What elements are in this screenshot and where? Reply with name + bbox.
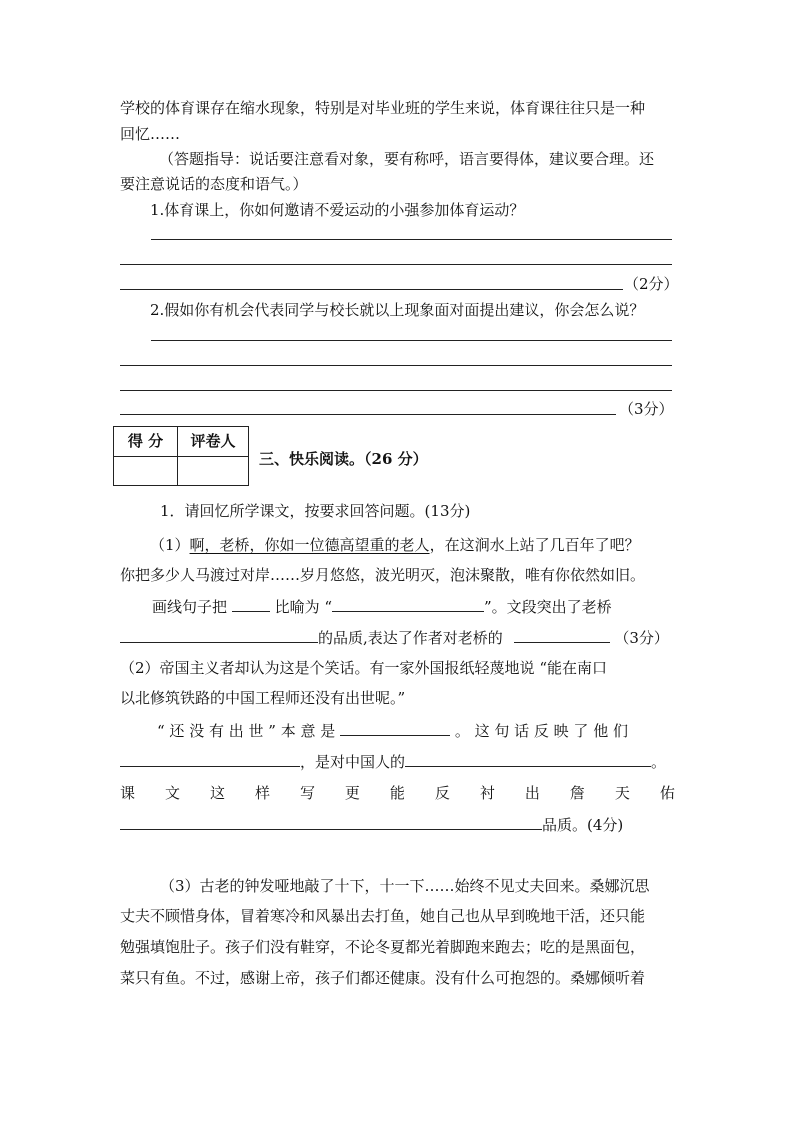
- question-text: 画线句子把: [152, 598, 228, 616]
- question-text: 。: [651, 753, 667, 771]
- table-divider: [114, 456, 248, 457]
- passage-1-question-cont: [120, 627, 669, 648]
- blank-field[interactable]: [120, 627, 318, 643]
- question-text: 品质。(4分): [542, 816, 624, 834]
- spread-char: 出: [524, 784, 540, 802]
- intro-line-2: 回忆……: [120, 125, 181, 143]
- question-2-text: 2.假如你有机会代表同学与校长就以上现象面对面提出建议，你会怎么说？: [150, 301, 645, 319]
- answer-line[interactable]: [120, 289, 623, 290]
- blank-field[interactable]: [120, 814, 542, 830]
- blank-field[interactable]: [340, 720, 450, 736]
- question-text: 。 这 句 话 反 映 了 他 们: [454, 722, 628, 740]
- question-text: 的品质,表达了作者对老桥的: [318, 629, 503, 647]
- answer-line[interactable]: [120, 365, 672, 366]
- intro-line-1: 学校的体育课存在缩水现象，特别是对毕业班的学生来说，体育课往往只是一种: [120, 99, 646, 117]
- question-1-score: （2分）: [624, 275, 679, 293]
- question-1-text: 1.体育课上，你如何邀请不爱运动的小强参加体育运动？: [150, 201, 525, 219]
- question-text: 比喻为 “: [274, 598, 333, 616]
- passage-1-rest: ，在这涧水上站了几百年了吧？: [429, 536, 640, 554]
- answer-line[interactable]: [120, 264, 672, 265]
- spread-char: 更: [344, 784, 360, 802]
- score-header: 得 分: [127, 432, 164, 450]
- passage-2-spread-line: [120, 783, 675, 803]
- question-text: ，是对中国人的: [300, 753, 406, 771]
- passage-2-question-cont: [120, 751, 666, 772]
- passage-3-line-3: 勉强填饱肚子。孩子们没有鞋穿，不论冬夏都光着脚跑来跑去；吃的是黑面包，: [120, 938, 646, 956]
- question-2-score: （3分）: [619, 400, 674, 418]
- passage-3-line-4: 菜只有鱼。不过，感谢上帝，孩子们都还健康。没有什么可抱怨的。桑娜倾听着: [120, 969, 646, 987]
- passage-2-question-end: [120, 814, 623, 835]
- spread-char: 反: [434, 784, 450, 802]
- spread-char: 文: [164, 784, 180, 802]
- passage-1-line-1: [150, 535, 640, 555]
- question-text: “ 还 没 有 出 世 ” 本 意 是: [157, 722, 336, 740]
- spread-char: 衬: [479, 784, 495, 802]
- passage-1-question: [152, 596, 612, 617]
- spread-char: 这: [209, 784, 225, 802]
- passage-2-question: [157, 720, 628, 741]
- spread-char: 写: [299, 784, 315, 802]
- answer-guide-line-1: （答题指导：说话要注意看对象，要有称呼，语言要得体，建议要合理。还: [159, 150, 655, 168]
- passage-3-line-1: （3）古老的钟发哑地敲了十下，十一下……始终不见丈夫回来。桑娜沉思: [160, 877, 650, 895]
- answer-line[interactable]: [120, 390, 672, 391]
- passage-1-line-2: 你把多少人马渡过对岸……岁月悠悠，波光明灭，泡沫聚散，唯有你依然如旧。: [120, 566, 646, 584]
- spread-char: 样: [254, 784, 270, 802]
- passage-1-prefix: （1）: [150, 536, 190, 554]
- spread-char: 课: [120, 784, 136, 802]
- blank-field[interactable]: [232, 596, 270, 612]
- passage-2-line-2: 以北修筑铁路的中国工程师还没有出世呢。”: [120, 689, 406, 707]
- answer-guide-line-2: 要注意说话的态度和语气。）: [120, 175, 308, 193]
- answer-line[interactable]: [151, 239, 672, 240]
- answer-line[interactable]: [151, 340, 672, 341]
- score-table: [113, 426, 249, 486]
- blank-field[interactable]: [405, 751, 651, 767]
- spread-char: 詹: [569, 784, 585, 802]
- blank-field[interactable]: [514, 627, 610, 643]
- blank-field[interactable]: [120, 751, 300, 767]
- reading-question-1-title: 1．请回忆所学课文，按要求回答问题。(13分): [160, 502, 471, 520]
- passage-3-line-2: 丈夫不顾惜身体，冒着寒冷和风暴出去打鱼，她自己也从早到晚地干活，还只能: [120, 907, 646, 925]
- spread-char: 天: [614, 784, 630, 802]
- spread-char: 能: [389, 784, 405, 802]
- grader-header: 评卷人: [190, 432, 236, 450]
- answer-line[interactable]: [120, 414, 616, 415]
- underlined-sentence: 啊，老桥，你如一位德高望重的老人: [189, 536, 430, 554]
- passage-2-line-1: （2）帝国主义者却认为这是个笑话。有一家外国报纸轻蔑地说 “能在南口: [120, 659, 607, 677]
- passage-1-score: （3分）: [614, 629, 669, 647]
- spread-char: 佑: [659, 784, 675, 802]
- question-text: ”。文段突出了老桥: [484, 598, 612, 616]
- blank-field[interactable]: [332, 596, 484, 612]
- section-3-title: 三、快乐阅读。（26 分）: [259, 450, 428, 468]
